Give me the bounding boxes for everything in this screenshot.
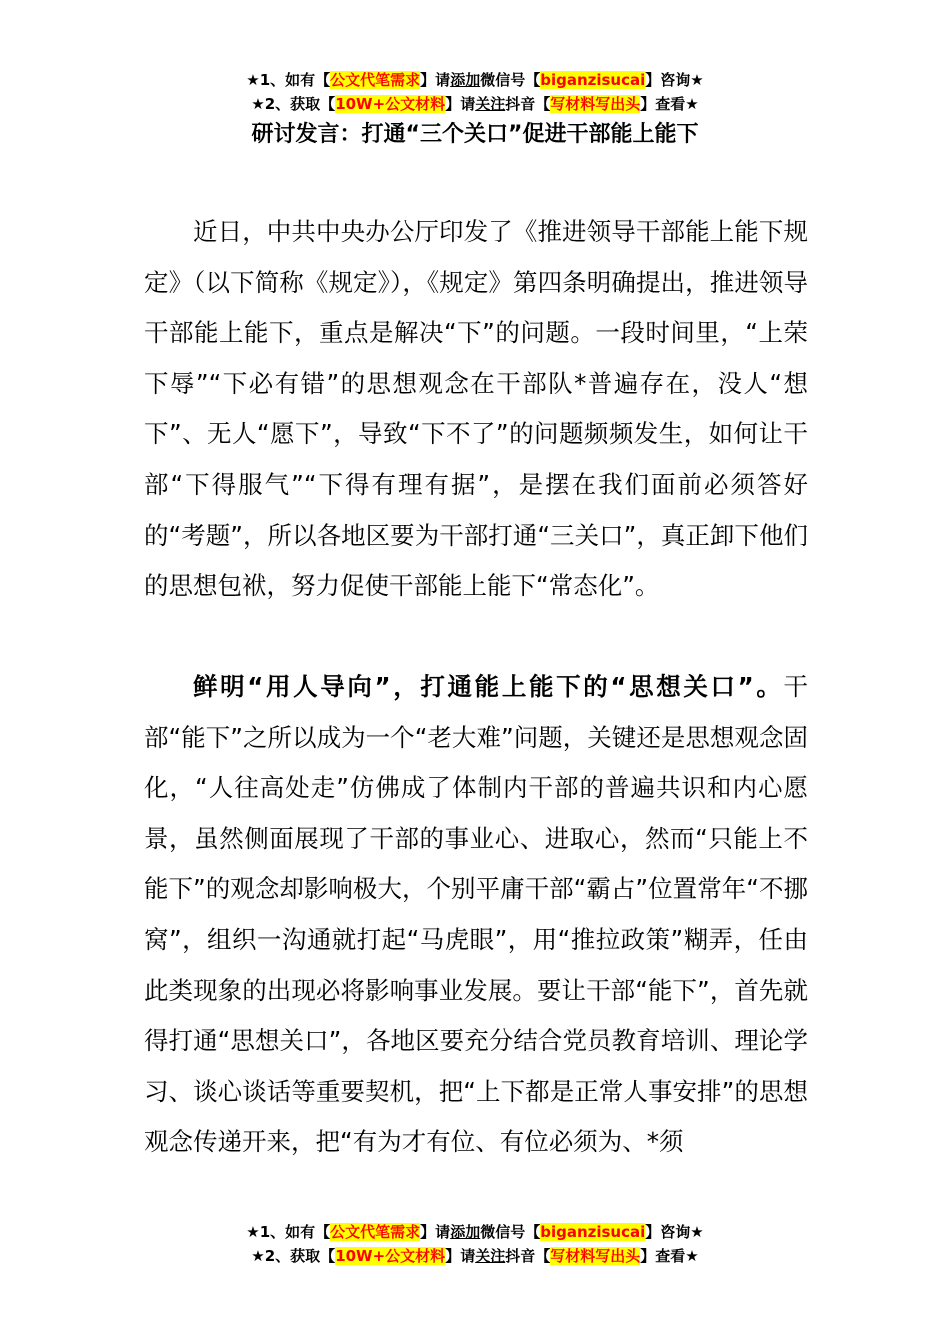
notice-text: 】请 bbox=[420, 1223, 451, 1241]
underlined-text: 添加 bbox=[450, 71, 481, 89]
notice-text: ★1、如有【 bbox=[246, 1223, 331, 1241]
highlight-materials: 10W+公文材料 bbox=[335, 95, 446, 113]
notice-text: ★2、获取【 bbox=[251, 1247, 336, 1265]
highlight-wechat-id: biganzisucai bbox=[540, 1223, 646, 1241]
notice-line-1 bbox=[0, 1220, 950, 1244]
underlined-text: 关注 bbox=[475, 1247, 506, 1265]
highlight-service: 公文代笔需求 bbox=[330, 1223, 421, 1241]
highlight-douyin-account: 写材料写出头 bbox=[550, 95, 641, 113]
document-title: 研讨发言：打通“三个关口”促进干部能上能下 bbox=[251, 122, 699, 147]
notice-text: 】请 bbox=[420, 71, 451, 89]
underlined-text: 关注 bbox=[475, 95, 506, 113]
highlight-materials: 10W+公文材料 bbox=[335, 1247, 446, 1265]
notice-text: ★2、获取【 bbox=[251, 95, 336, 113]
highlight-douyin-account: 写材料写出头 bbox=[550, 1247, 641, 1265]
header-notice bbox=[0, 68, 950, 116]
notice-text: 微信号【 bbox=[480, 1223, 541, 1241]
notice-text: 】查看★ bbox=[640, 1247, 699, 1265]
notice-text: 抖音【 bbox=[505, 95, 551, 113]
notice-line-2 bbox=[0, 1244, 950, 1268]
underlined-text: 添加 bbox=[450, 1223, 481, 1241]
notice-text: 】请 bbox=[445, 95, 476, 113]
highlight-service: 公文代笔需求 bbox=[330, 71, 421, 89]
body-paragraph bbox=[144, 662, 808, 1168]
notice-text: 】咨询★ bbox=[645, 71, 704, 89]
notice-text: 】请 bbox=[445, 1247, 476, 1265]
notice-text: 微信号【 bbox=[480, 71, 541, 89]
notice-line-1 bbox=[0, 68, 950, 92]
footer-notice bbox=[0, 1220, 950, 1268]
notice-text: ★1、如有【 bbox=[246, 71, 331, 89]
notice-text: 抖音【 bbox=[505, 1247, 551, 1265]
paragraph-text: 干部“能下”之所以成为一个“老大难”问题，关键还是思想观念固化，“人往高处走”仿佛成了体制内干部的普遍共识和内心愿景，虽然侧面展现了干部的事业心、进取心，然而“只能上不能下”的观念却影响极大，个别平庸干部“霸占”位置常年“不挪窝”，组织一沟通就打起“马虎眼”，用“推拉政策”糊弄，任由此类现象的出现必将影响事业发展。要让干部“能下”，首先就得打通“思想关口”，各地区要充分结合党员教育培训、理论学习、谈心谈话等重要契机，把“上下都是正常人事安排”的思想观念传递开来，把“有为才有位、有位必须为、*须 bbox=[144, 672, 808, 1157]
notice-line-2 bbox=[0, 92, 950, 116]
highlight-wechat-id: biganzisucai bbox=[540, 71, 646, 89]
notice-text: 】咨询★ bbox=[645, 1223, 704, 1241]
notice-text: 】查看★ bbox=[640, 95, 699, 113]
body-paragraph: 近日，中共中央办公厅印发了《推进领导干部能上能下规定》（以下简称《规定》），《规定》第四条明确提出，推进领导干部能上能下，重点是解决“下”的问题。一段时间里，“上荣下辱”“下必有错”的思想观念在干部队*普遍存在，没人“想下”、无人“愿下”，导致“下不了”的问题频频发生，如何让干部“下得服气”“下得有理有据”，是摆在我们面前必须答好的“考题”，所以各地区要为干部打通“三关口”，真正卸下他们的思想包袱，努力促使干部能上能下“常态化”。 bbox=[144, 217, 808, 601]
section-heading: 鲜明“用人导向”，打通能上能下的“思想关口”。 bbox=[193, 672, 784, 701]
